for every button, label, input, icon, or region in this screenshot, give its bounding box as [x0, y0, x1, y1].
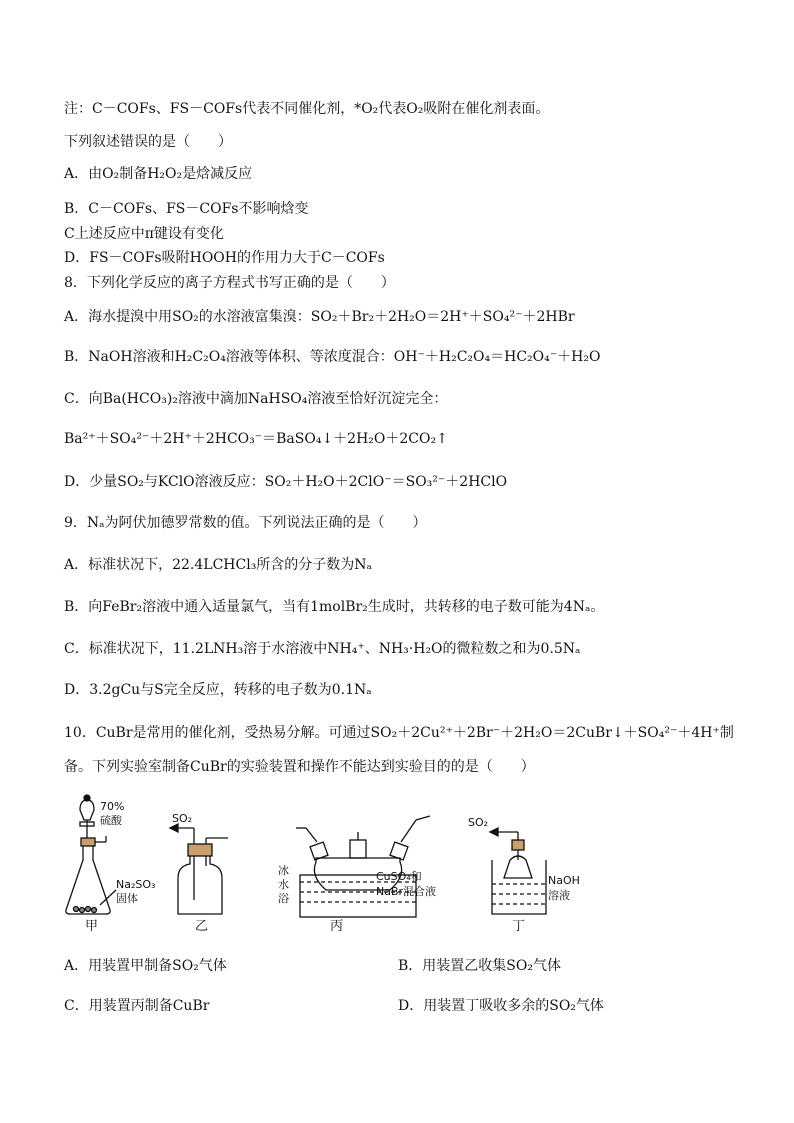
- yi-name: 乙: [195, 919, 209, 934]
- yi-gas-label: SO₂: [172, 812, 193, 825]
- q8-option-d: D．少量SO₂与KClO溶液反应：SO₂＋H₂O＋2ClO⁻＝SO₃²⁻＋2HClO: [64, 474, 508, 490]
- q9-option-a: A．标准状况下，22.4LCHCl₃所含的分子数为Nₐ: [64, 557, 372, 573]
- q9-option-d: D．3.2gCu与S完全反应，转移的电子数为0.1Nₐ: [64, 682, 372, 698]
- q10-stem-cont: 备。下列实验室制备CuBr的实验装置和操作不能达到实验目的的是（ ）: [64, 759, 535, 775]
- note-line: 注：C－COFs、FS－COFs代表不同催化剂，*O₂代表O₂吸附在催化剂表面。: [64, 101, 550, 117]
- q7-option-c: C上述反应中π键设有变化: [64, 226, 224, 242]
- q8-option-b: B．NaOH溶液和H₂C₂O₄溶液等体积、等浓度混合：OH⁻＋H₂C₂O₄＝HC₂O₄⁻＋H₂O: [64, 349, 601, 365]
- q8-option-c: C．向Ba(HCO₃)₂溶液中滴加NaHSO₄溶液至恰好沉淀完全：: [64, 391, 448, 407]
- q10-option-c: C．用装置丙制备CuBr: [64, 998, 210, 1014]
- jia-acid-label: 70%: [100, 800, 125, 813]
- apparatus-yi: [170, 824, 228, 914]
- bing-bath-3: 浴: [278, 892, 289, 905]
- jia-solid-label: Na₂SO₃: [116, 878, 156, 891]
- q8-option-c-equation: Ba²⁺＋SO₄²⁻＋2H⁺＋2HCO₃⁻＝BaSO₄↓＋2H₂O＋2CO₂↑: [64, 431, 448, 447]
- q10-option-a: A．用装置甲制备SO₂气体: [64, 958, 227, 974]
- bing-name: 丙: [330, 919, 344, 934]
- jia-acid-label2: 硫酸: [100, 814, 122, 827]
- bing-solution-2: NaBr混合液: [376, 885, 437, 898]
- apparatus-ding: [490, 828, 546, 914]
- q7-option-b: B．C－COFs、FS－COFs不影响焓变: [64, 201, 309, 217]
- q9-option-c: C．标准状况下，11.2LNH₃溶于水溶液中NH₄⁺、NH₃·H₂O的微粒数之和为0.5Nₐ: [64, 641, 581, 657]
- q7-stem: 下列叙述错误的是（ ）: [64, 134, 232, 150]
- ding-solution-2: 溶液: [548, 889, 570, 902]
- q8-stem: 8．下列化学反应的离子方程式书写正确的是（ ）: [64, 275, 395, 291]
- q10-option-b: B．用装置乙收集SO₂气体: [398, 958, 561, 974]
- ding-name: 丁: [512, 919, 526, 934]
- apparatus-figure: [60, 780, 600, 940]
- q7-option-a: A．由O₂制备H₂O₂是焓减反应: [64, 166, 253, 182]
- ding-gas-label: SO₂: [468, 816, 489, 829]
- q9-stem: 9．Nₐ为阿伏加德罗常数的值。下列说法正确的是（ ）: [64, 515, 427, 531]
- jia-name: 甲: [85, 919, 99, 934]
- q9-option-b: B．向FeBr₂溶液中通入适量氯气，当有1molBr₂生成时，共转移的电子数可能为4Nₐ。: [64, 599, 605, 615]
- bing-bath-2: 水: [278, 878, 289, 891]
- q10-option-d: D．用装置丁吸收多余的SO₂气体: [398, 998, 604, 1014]
- q7-option-d: D．FS－COFs吸附HOOH的作用力大于C－COFs: [64, 250, 385, 266]
- q10-stem: 10．CuBr是常用的催化剂，受热易分解。可通过SO₂＋2Cu²⁺＋2Br⁻＋2H₂O＝2CuBr↓＋SO₄²⁻＋4H⁺制: [64, 725, 734, 741]
- ding-solution-1: NaOH: [548, 874, 580, 887]
- jia-solid-label2: 固体: [116, 892, 138, 905]
- q8-option-a: A．海水提溴中用SO₂的水溶液富集溴：SO₂＋Br₂＋2H₂O＝2H⁺＋SO₄²⁻＋2HBr: [64, 309, 575, 325]
- bing-solution-1: CuSO₄和: [376, 870, 422, 883]
- apparatus-bing: [296, 816, 430, 917]
- bing-bath-1: 冰: [278, 864, 289, 877]
